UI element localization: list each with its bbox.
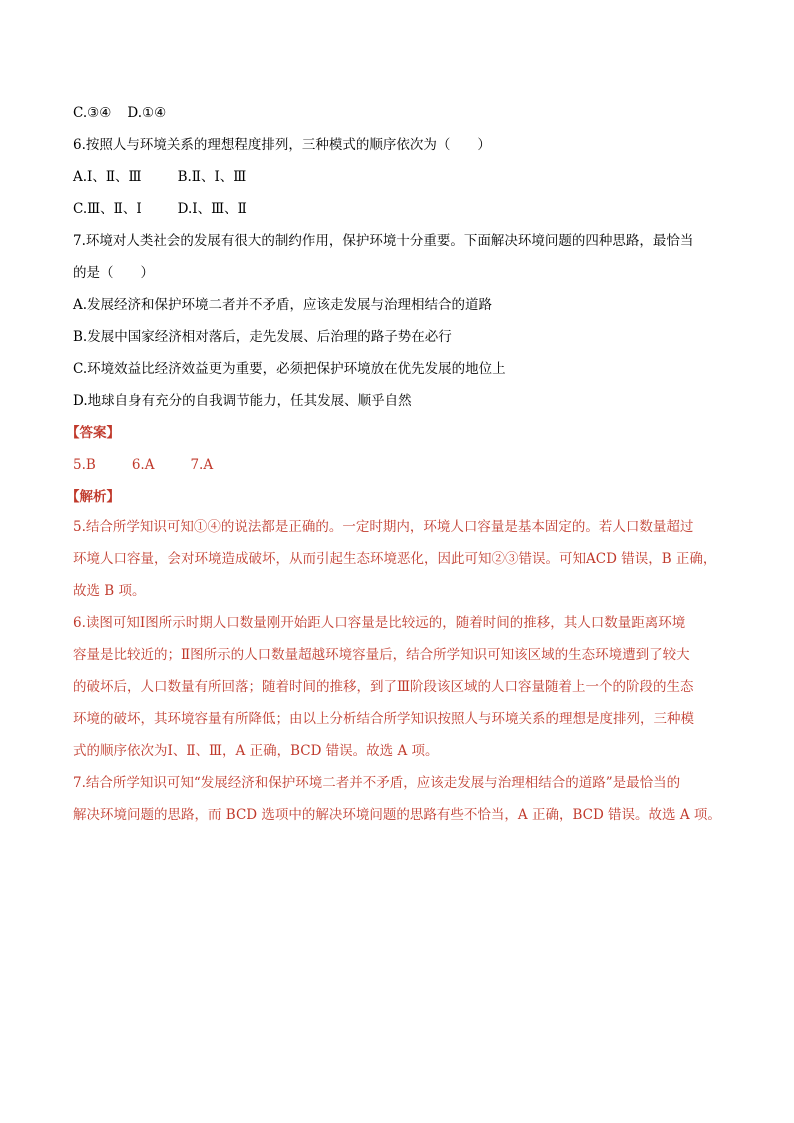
q7-option-c: C.环境效益比经济效益更为重要，必须把保护环境放在优先发展的地位上: [73, 361, 506, 377]
answer-5: 5.B: [73, 457, 96, 473]
q6-option-a: A.Ⅰ、Ⅱ、Ⅲ: [73, 169, 142, 185]
q6-option-d: D.Ⅰ、Ⅲ、Ⅱ: [177, 201, 247, 217]
analysis-heading: 【解析】: [66, 489, 120, 505]
analysis-6-line1: 6.读图可知Ⅰ图所示时期人口数量刚开始距人口容量是比较远的，随着时间的推移，其人口数量距离环境: [73, 615, 686, 631]
analysis-5-line1: 5.结合所学知识可知①④的说法都是正确的。一定时期内，环境人口容量是基本固定的。若人口数量超过: [73, 519, 694, 535]
analysis-6-line5: 式的顺序依次为Ⅰ、Ⅱ、Ⅲ，A 正确，BCD 错误。故选 A 项。: [73, 743, 439, 759]
q5-options-cd: [73, 103, 723, 123]
answer-heading: 【答案】: [66, 425, 120, 441]
analysis-5-line3: 故选 B 项。: [73, 583, 146, 599]
analysis-6-line2: 容量是比较近的；Ⅱ图所示的人口数量超越环境容量后，结合所学知识可知该区域的生态环境遭到了较大: [73, 647, 690, 663]
analysis-7-line2: 解决环境问题的思路，而 BCD 选项中的解决环境问题的思路有些不恰当，A 正确，BCD 错误。故选 A 项。: [73, 807, 721, 823]
q6-options-ab: [73, 167, 723, 187]
q7-option-b: B.发展中国家经济相对落后，走先发展、后治理的路子势在必行: [73, 329, 452, 345]
q6-options-cd: [73, 199, 723, 219]
answer-6: 6.A: [131, 457, 155, 473]
answer-line: [73, 455, 723, 475]
q7-option-d: D.地球自身有充分的自我调节能力，任其发展、顺乎自然: [73, 393, 412, 409]
answer-7: 7.A: [190, 457, 214, 473]
analysis-7-line1: 7.结合所学知识可知“发展经济和保护环境二者并不矛盾，应该走发展与治理相结合的道路”是最恰当的: [73, 775, 681, 791]
q5-option-d: D.①④: [127, 105, 167, 121]
q7-stem-line2: 的是（ ）: [73, 265, 154, 281]
q5-option-c: C.③④: [73, 105, 112, 121]
analysis-6-line4: 环境的破坏，其环境容量有所降低；由以上分析结合所学知识按照人与环境关系的理想是度排列，三种模: [73, 711, 694, 727]
q7-stem-line1: 7.环境对人类社会的发展有很大的制约作用，保护环境十分重要。下面解决环境问题的四种思路，最恰当: [73, 233, 694, 249]
q6-option-b: B.Ⅱ、Ⅰ、Ⅲ: [177, 169, 247, 185]
q7-option-a: A.发展经济和保护环境二者并不矛盾，应该走发展与治理相结合的道路: [73, 297, 493, 313]
q6-stem: 6.按照人与环境关系的理想程度排列，三种模式的顺序依次为（ ）: [73, 137, 491, 153]
analysis-5-line2: 环境人口容量，会对环境造成破坏，从而引起生态环境恶化，因此可知②③错误。可知ACD 错误，B 正确，: [73, 551, 717, 567]
q6-option-c: C.Ⅲ、Ⅱ、Ⅰ: [73, 201, 142, 217]
analysis-6-line3: 的破坏后，人口数量有所回落；随着时间的推移，到了Ⅲ阶段该区域的人口容量随着上一个的阶段的生态: [73, 679, 694, 695]
